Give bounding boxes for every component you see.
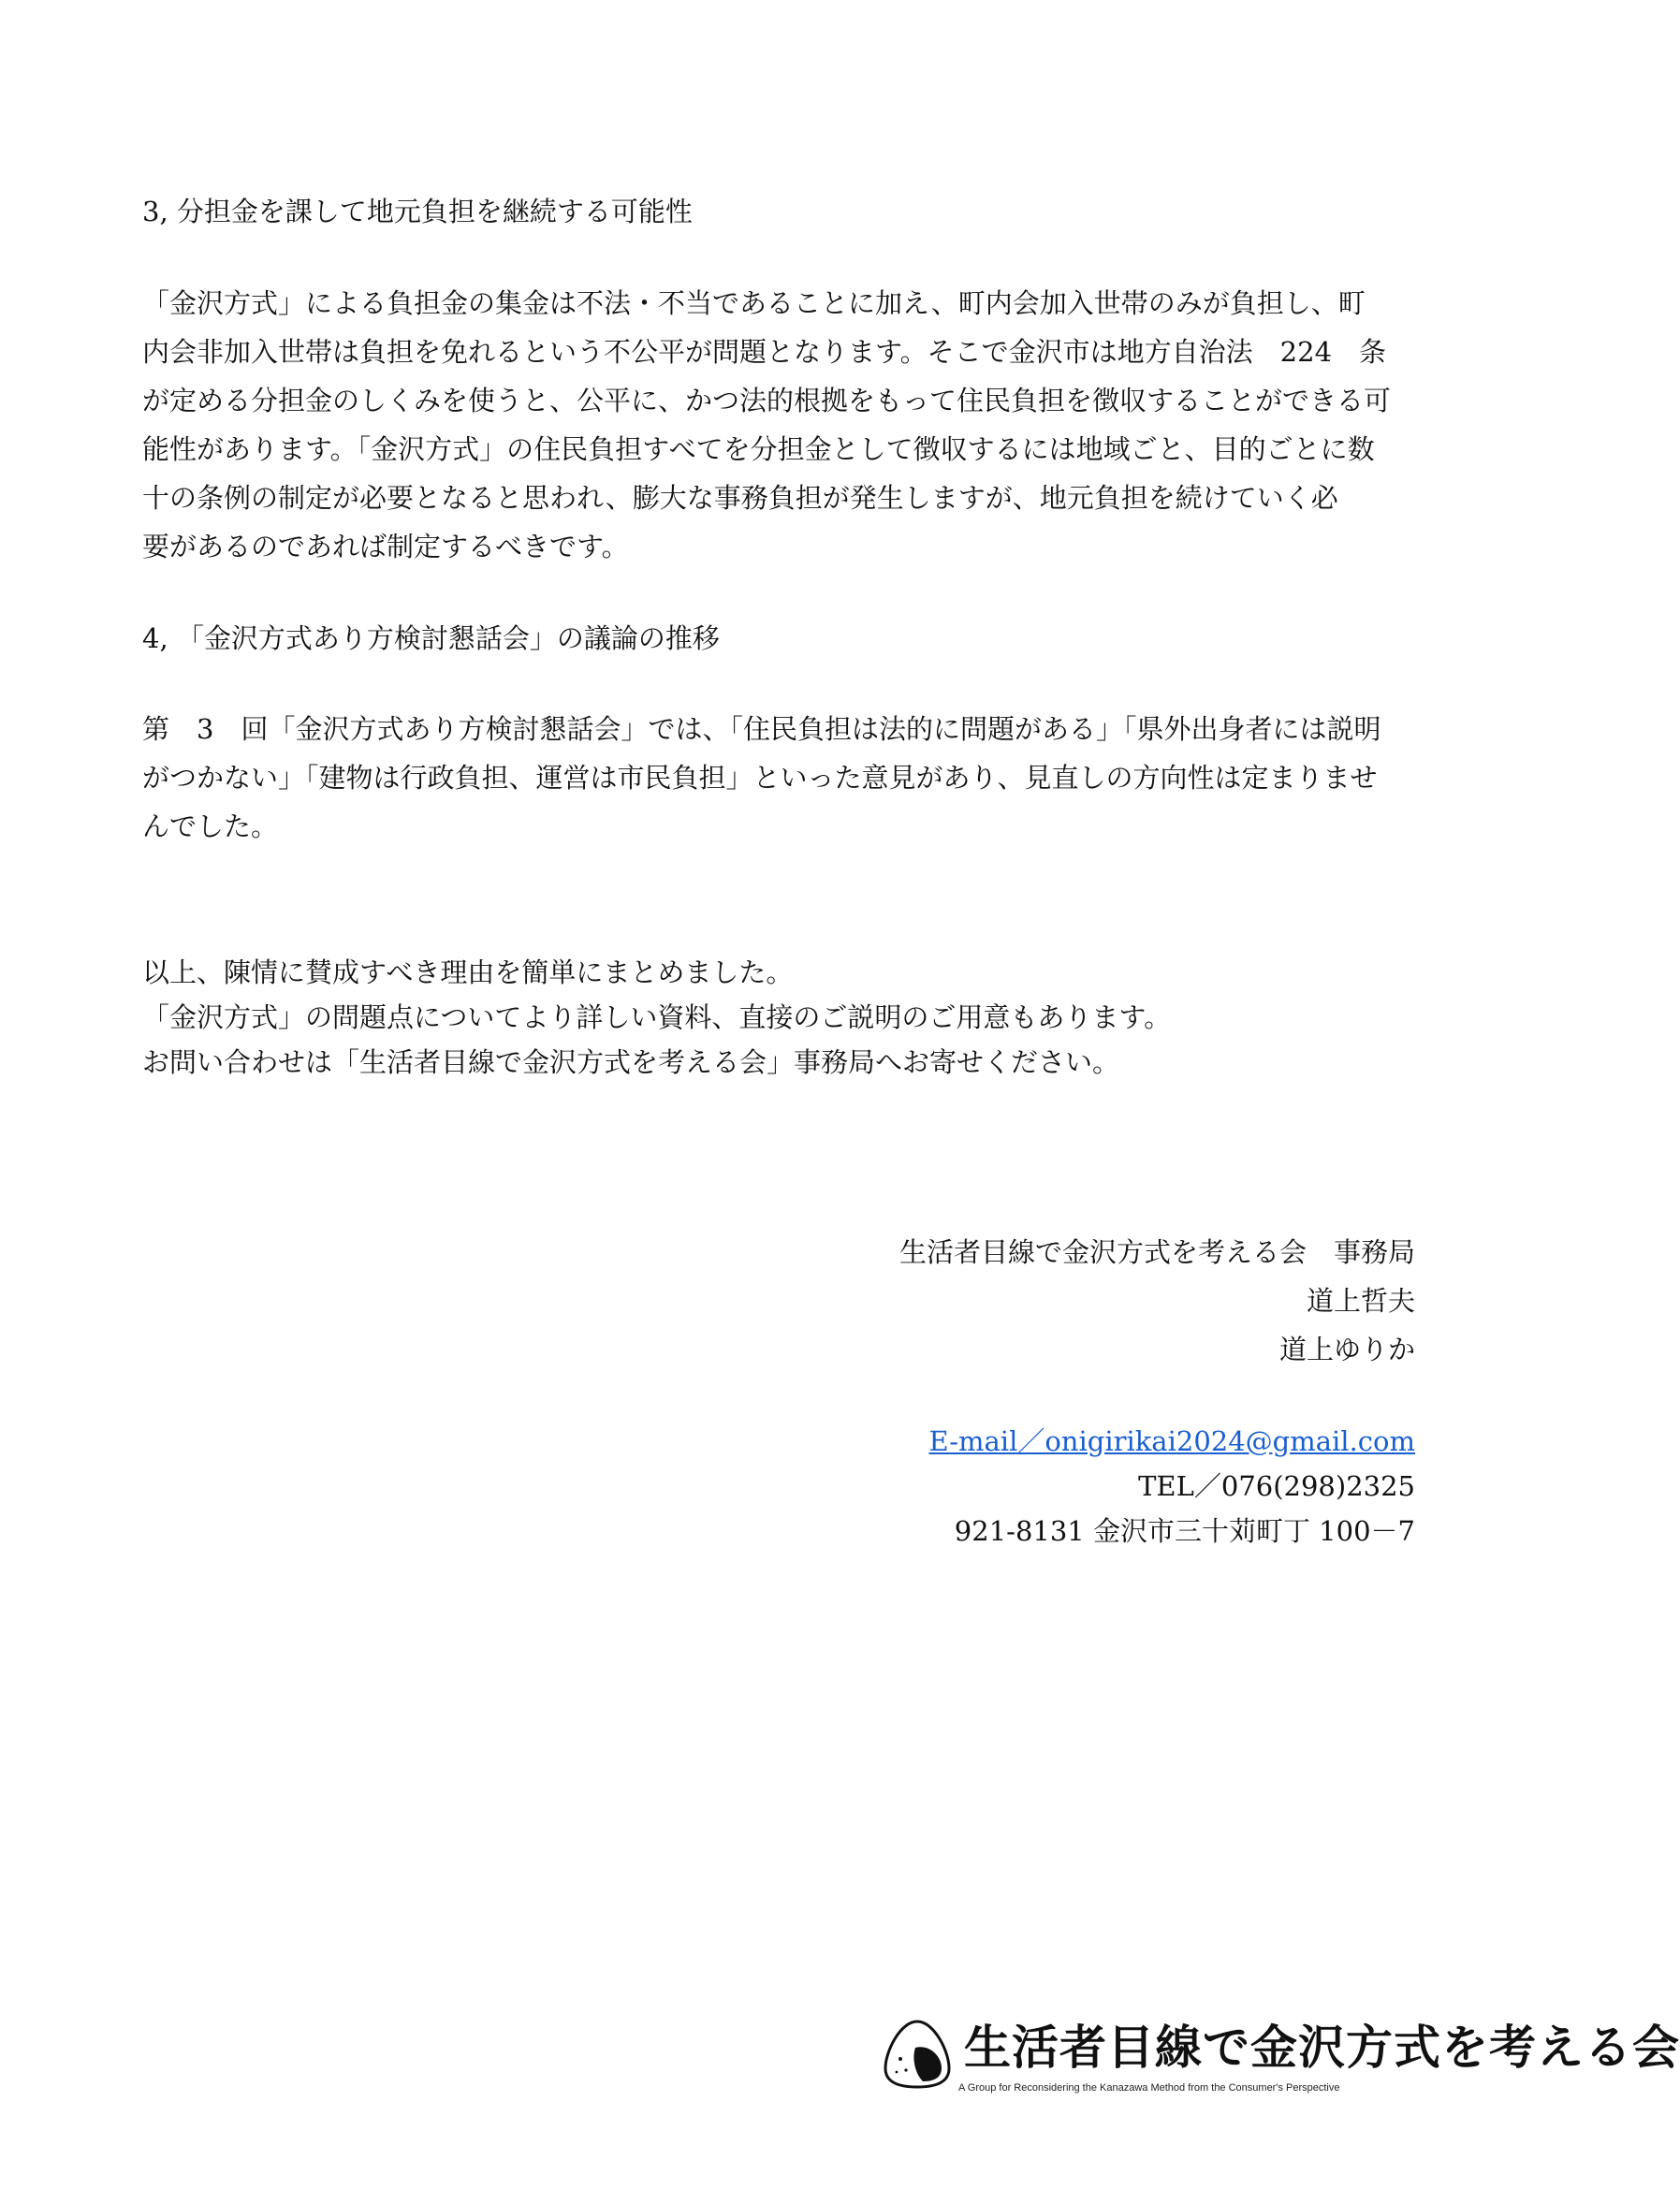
paragraph-line: 十の条例の制定が必要となると思われ、膨大な事務負担が発生しますが、地元負担を続けていく必 — [142, 482, 1338, 514]
email-link[interactable]: E-mail／onigirikai2024@gmail.com — [928, 1425, 1415, 1457]
rice-ball-icon — [880, 2016, 955, 2091]
contact-block — [929, 1419, 1416, 1554]
section-3-heading: 3, 分担金を課して地元負担を継続する可能性 — [142, 196, 693, 227]
paragraph-line: がつかない」「建物は行政負担、運営は市民負担」といった意見があり、見直しの方向性は定まりませ — [142, 762, 1378, 794]
paragraph-line: んでした。 — [142, 810, 279, 842]
signature-block — [899, 1228, 1415, 1374]
paragraph-line: 要があるのであれば制定するべきです。 — [142, 531, 629, 562]
organization-name: 生活者目線で金沢方式を考える会 事務局 — [898, 1236, 1415, 1268]
closing-line: お問い合わせは「生活者目線で金沢方式を考える会」事務局へお寄せください。 — [142, 1046, 1120, 1078]
paragraph-line: 第 3 回「金沢方式あり方検討懇話会」では、「住民負担は法的に問題がある」「県外出身者には説明 — [142, 713, 1381, 745]
postal-address: 921-8131 金沢市三十苅町丁 100－7 — [954, 1515, 1415, 1547]
logo-title: 生活者目線で金沢方式を考える会 — [964, 2021, 1680, 2075]
paragraph-line: 能性があります。「金沢方式」の住民負担すべてを分担金として徴収するには地域ごと、目的ごとに数 — [142, 433, 1375, 465]
paragraph-line: 内会非加入世帯は負担を免れるという不公平が問題となります。そこで金沢市は地方自治法 224 条 — [142, 336, 1387, 368]
section-4-heading: 4, 「金沢方式あり方検討懇話会」の議論の推移 — [142, 622, 720, 654]
signer-name: 道上哲夫 — [1306, 1285, 1415, 1317]
telephone: TEL／076(298)2325 — [1138, 1470, 1415, 1502]
section-3-paragraph — [142, 279, 1434, 571]
signer-name: 道上ゆりか — [1278, 1334, 1415, 1365]
paragraph-line: が定める分担金のしくみを使うと、公平に、かつ法的根拠をもって住民負担を徴収することができる可 — [142, 385, 1392, 416]
logo-subtitle: A Group for Reconsidering the Kanazawa Method from the Consumer's Perspective — [958, 2082, 1340, 2094]
closing-line: 以上、陳情に賛成すべき理由を簡単にまとめました。 — [142, 956, 794, 988]
paragraph-line: 「金沢方式」による負担金の集金は不法・不当であることに加え、町内会加入世帯のみが負担し、町 — [142, 287, 1366, 319]
closing-remarks — [142, 950, 1171, 1085]
section-4-paragraph — [142, 705, 1434, 851]
organization-logo — [880, 2010, 1680, 2104]
closing-line: 「金沢方式」の問題点についてより詳しい資料、直接のご説明のご用意もあります。 — [142, 1001, 1172, 1033]
